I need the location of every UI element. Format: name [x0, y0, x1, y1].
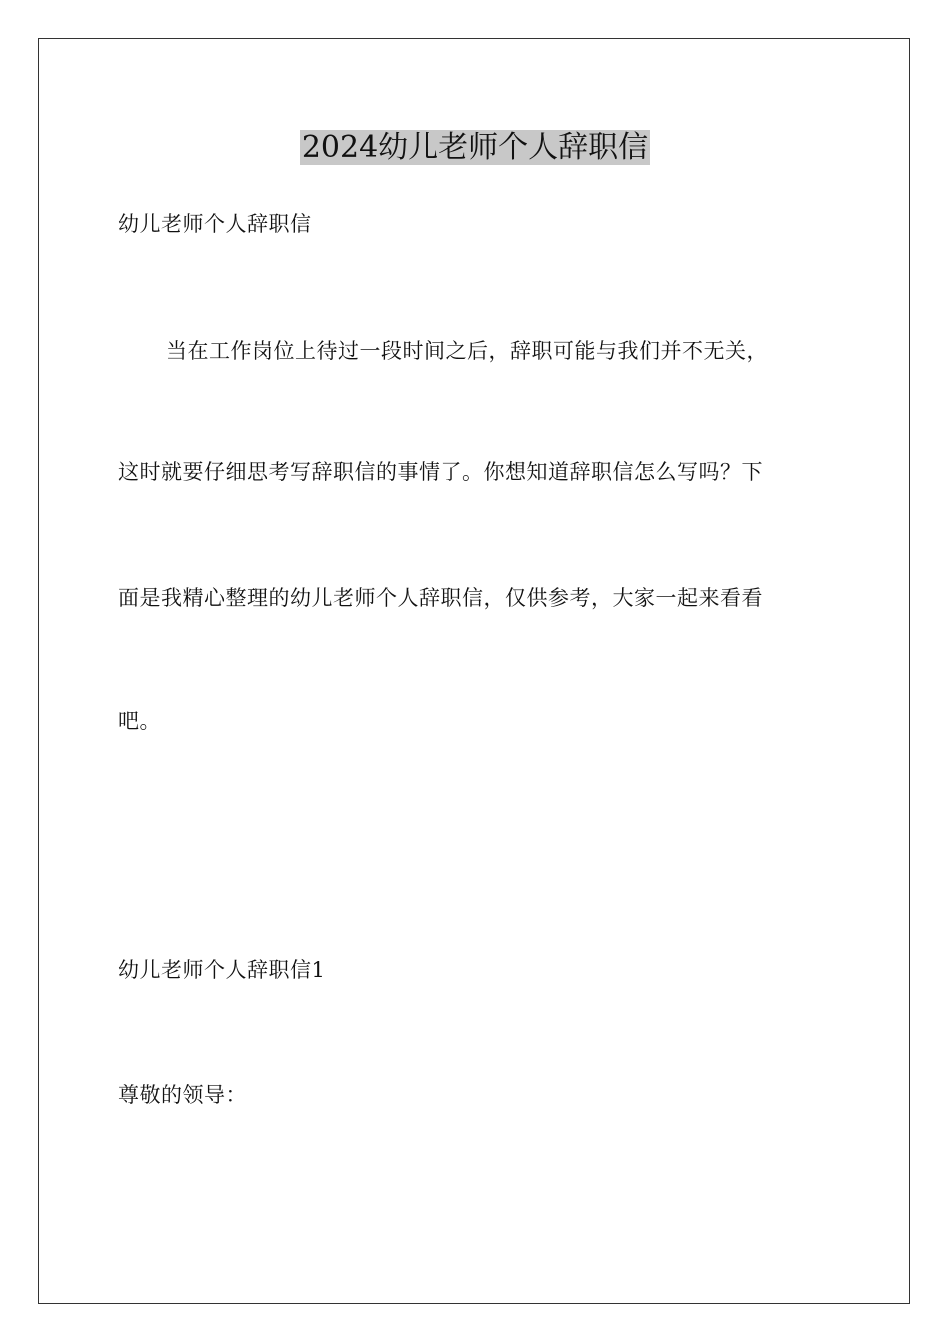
- document-title: [0, 126, 950, 170]
- intro-line-3: 面是我精心整理的幼儿老师个人辞职信，仅供参考，大家一起来看看: [118, 586, 763, 610]
- intro-line-2: 这时就要仔细思考写辞职信的事情了。你想知道辞职信怎么写吗？下: [118, 460, 763, 484]
- document-title-text: 2024幼儿老师个人辞职信: [301, 130, 649, 165]
- salutation: 尊敬的领导：: [118, 1083, 247, 1107]
- intro-line-1: 当在工作岗位上待过一段时间之后，辞职可能与我们并不无关，: [166, 339, 768, 363]
- intro-line-4: 吧。: [118, 709, 161, 733]
- section-heading: 幼儿老师个人辞职信1: [118, 958, 326, 982]
- document-subtitle: 幼儿老师个人辞职信: [118, 212, 312, 236]
